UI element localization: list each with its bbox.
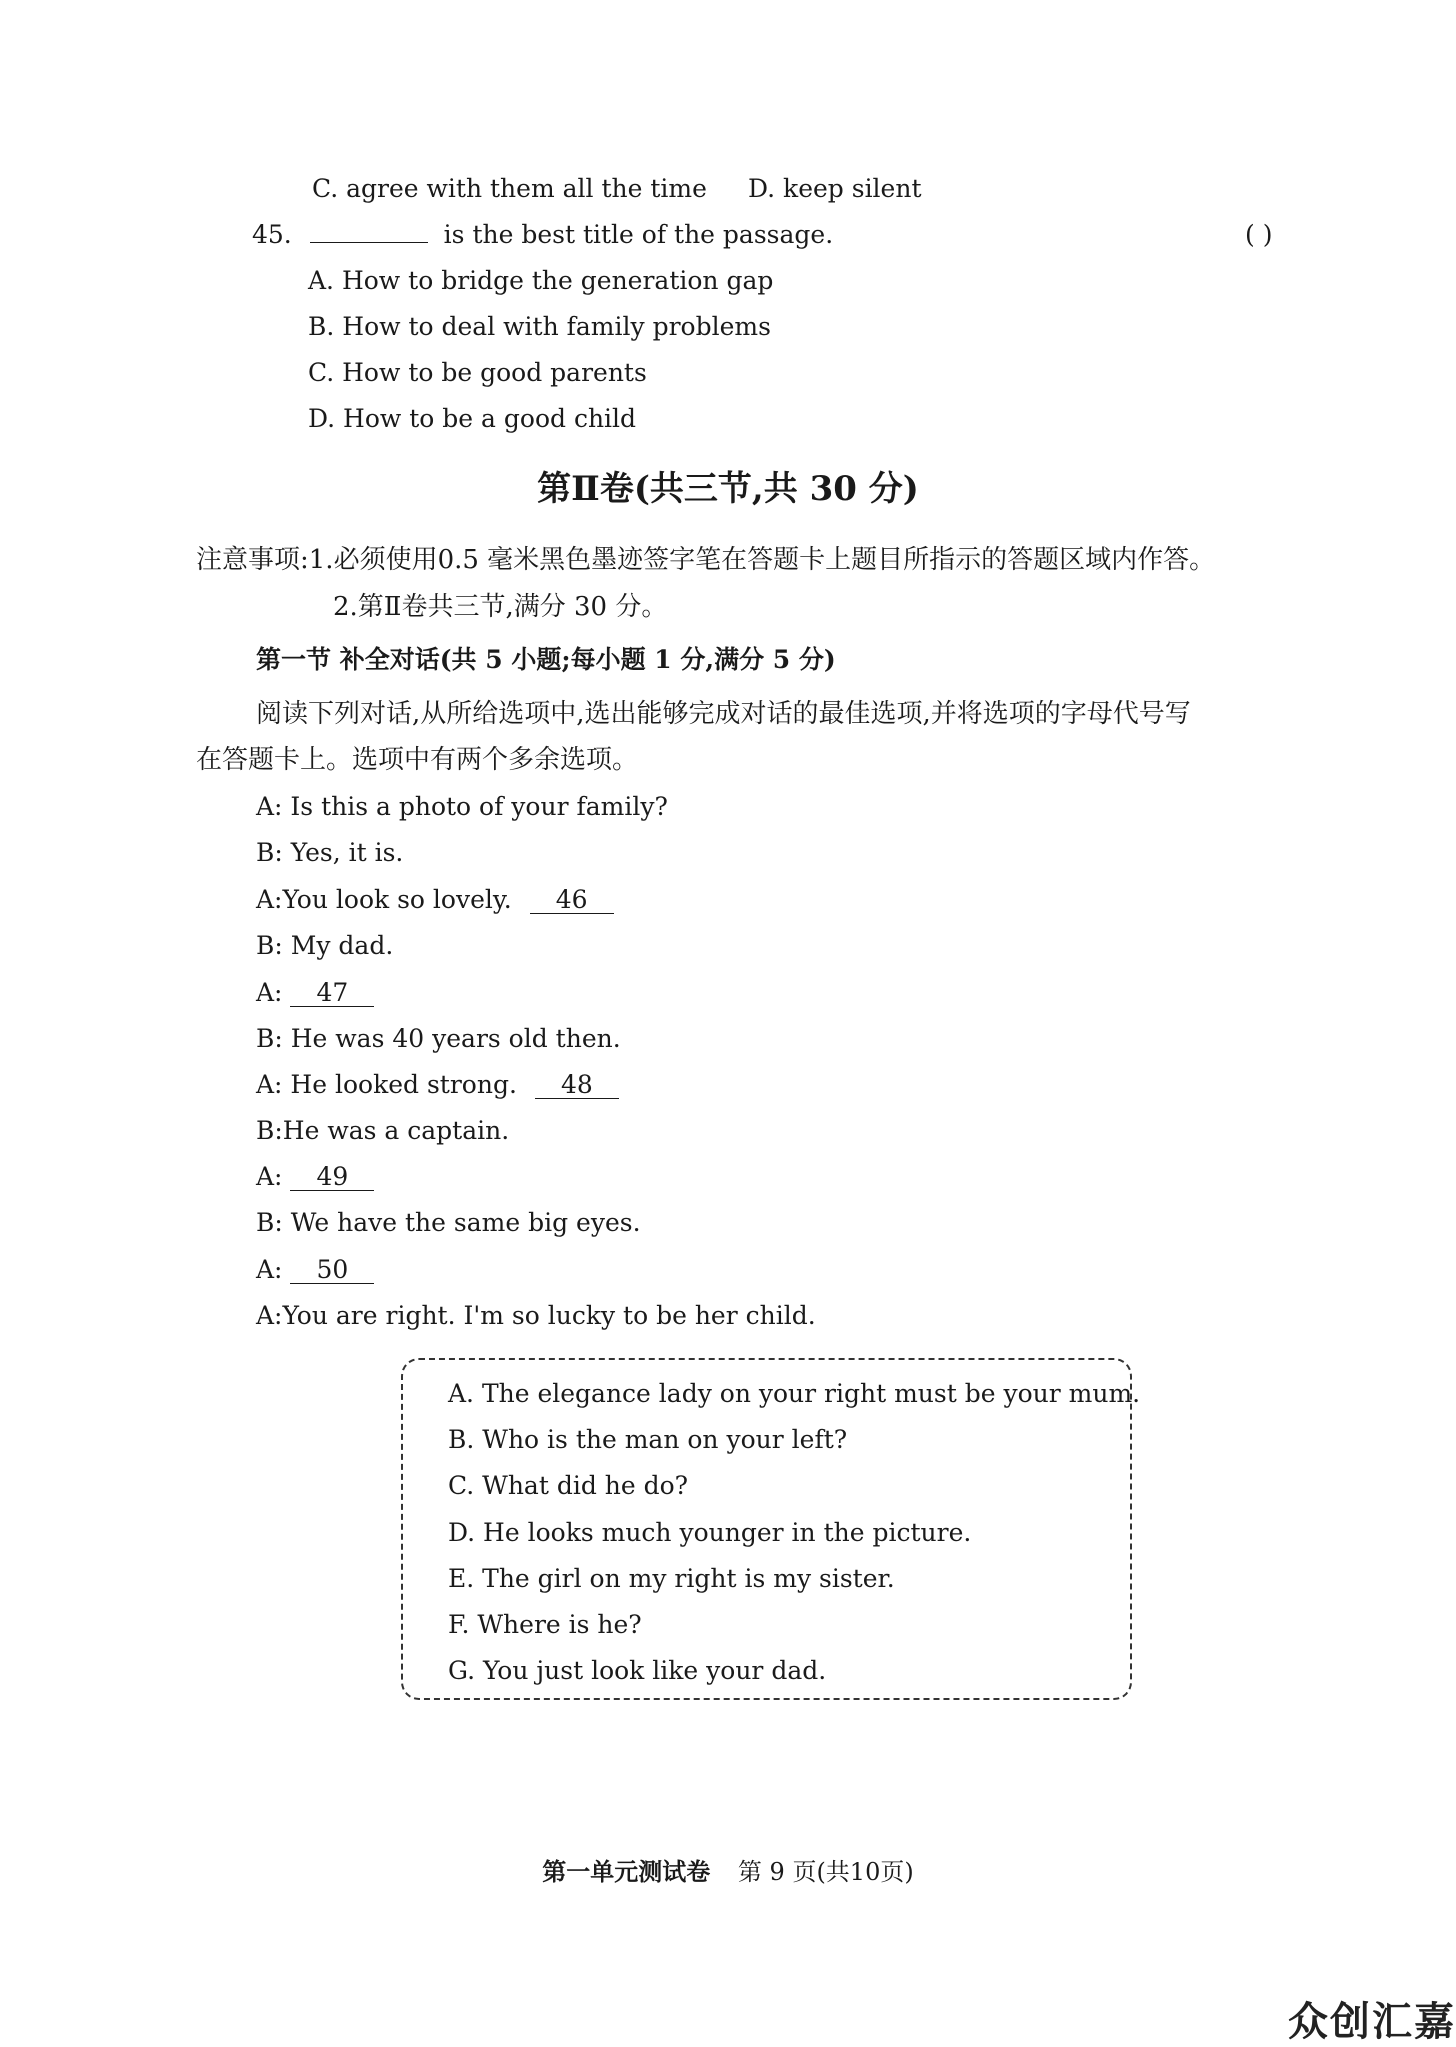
watermark-logo: 众创汇嘉 — [1288, 1999, 1456, 2045]
note-1: 1.必须使用0.5 毫米黑色墨迹签字笔在答题卡上题目所指示的答题区域内作答。 — [308, 545, 1216, 575]
note-2: 2.第Ⅱ卷共三节,满分 30 分。 — [333, 592, 668, 622]
dialogue-text: A: He looked strong. — [256, 1070, 525, 1099]
choice-e: E. The girl on my right is my sister. — [448, 1564, 895, 1593]
dialogue-line — [256, 1068, 619, 1102]
blank-49: 49 — [290, 1164, 374, 1191]
dialogue-line — [256, 1253, 374, 1287]
notes — [196, 543, 1215, 577]
blank-46: 46 — [530, 887, 614, 914]
q44-option-c: C. agree with them all the time — [312, 174, 707, 203]
question-number: 45. — [252, 220, 292, 249]
footer-label: 第一单元测试卷 — [542, 1857, 711, 1886]
dialogue-text: A: — [256, 1255, 291, 1284]
section1-heading: 第一节 补全对话(共 5 小题;每小题 1 分,满分 5 分) — [256, 645, 836, 674]
q45-option-a: A. How to bridge the generation gap — [308, 266, 774, 295]
q45-stem — [252, 218, 833, 252]
q45-option-b: B. How to deal with family problems — [308, 312, 771, 341]
blank-50: 50 — [290, 1257, 374, 1284]
dialogue-line — [256, 1160, 374, 1194]
choice-c: C. What did he do? — [448, 1471, 689, 1500]
dialogue-line: B: He was 40 years old then. — [256, 1024, 621, 1053]
q45-option-c: C. How to be good parents — [308, 358, 647, 387]
options-box — [401, 1358, 1141, 1700]
dialogue-text: A: — [256, 1162, 291, 1191]
answer-parentheses: ( ) — [1245, 220, 1273, 249]
dialogue-line: B:He was a captain. — [256, 1116, 510, 1145]
dialogue-line — [256, 976, 374, 1010]
blank-47: 47 — [290, 980, 374, 1007]
dialogue-text: A: — [256, 978, 291, 1007]
part2-title: 第Ⅱ卷(共三节,共 30 分) — [537, 469, 919, 509]
choice-b: B. Who is the man on your left? — [448, 1425, 848, 1454]
choice-a: A. The elegance lady on your right must be your mum. — [448, 1379, 1141, 1408]
dialogue-line: B: We have the same big eyes. — [256, 1208, 641, 1237]
page-number: 第 9 页(共10页) — [737, 1858, 914, 1886]
choice-d: D. He looks much younger in the picture. — [448, 1518, 972, 1547]
instruction-line-2: 在答题卡上。选项中有两个多余选项。 — [196, 745, 639, 775]
dialogue-line: B: My dad. — [256, 931, 394, 960]
notes-label: 注意事项: — [196, 545, 309, 575]
q45-option-d: D. How to be a good child — [308, 404, 637, 433]
dialogue-line — [256, 883, 614, 917]
choice-g: G. You just look like your dad. — [448, 1656, 827, 1685]
dialogue-line: A: Is this a photo of your family? — [256, 792, 668, 821]
instruction-line-1: 阅读下列对话,从所给选项中,选出能够完成对话的最佳选项,并将选项的字母代号写 — [256, 699, 1191, 729]
choice-f: F. Where is he? — [448, 1610, 642, 1639]
q45-text: is the best title of the passage. — [443, 220, 834, 249]
blank-48: 48 — [535, 1072, 619, 1099]
dialogue-line: A:You are right. I'm so lucky to be her child. — [256, 1301, 816, 1330]
page-footer — [0, 1855, 1456, 1889]
dialogue-line: B: Yes, it is. — [256, 838, 404, 867]
answer-blank — [310, 242, 428, 243]
q44-option-d: D. keep silent — [748, 174, 922, 203]
dialogue-text: A:You look so lovely. — [256, 885, 520, 914]
